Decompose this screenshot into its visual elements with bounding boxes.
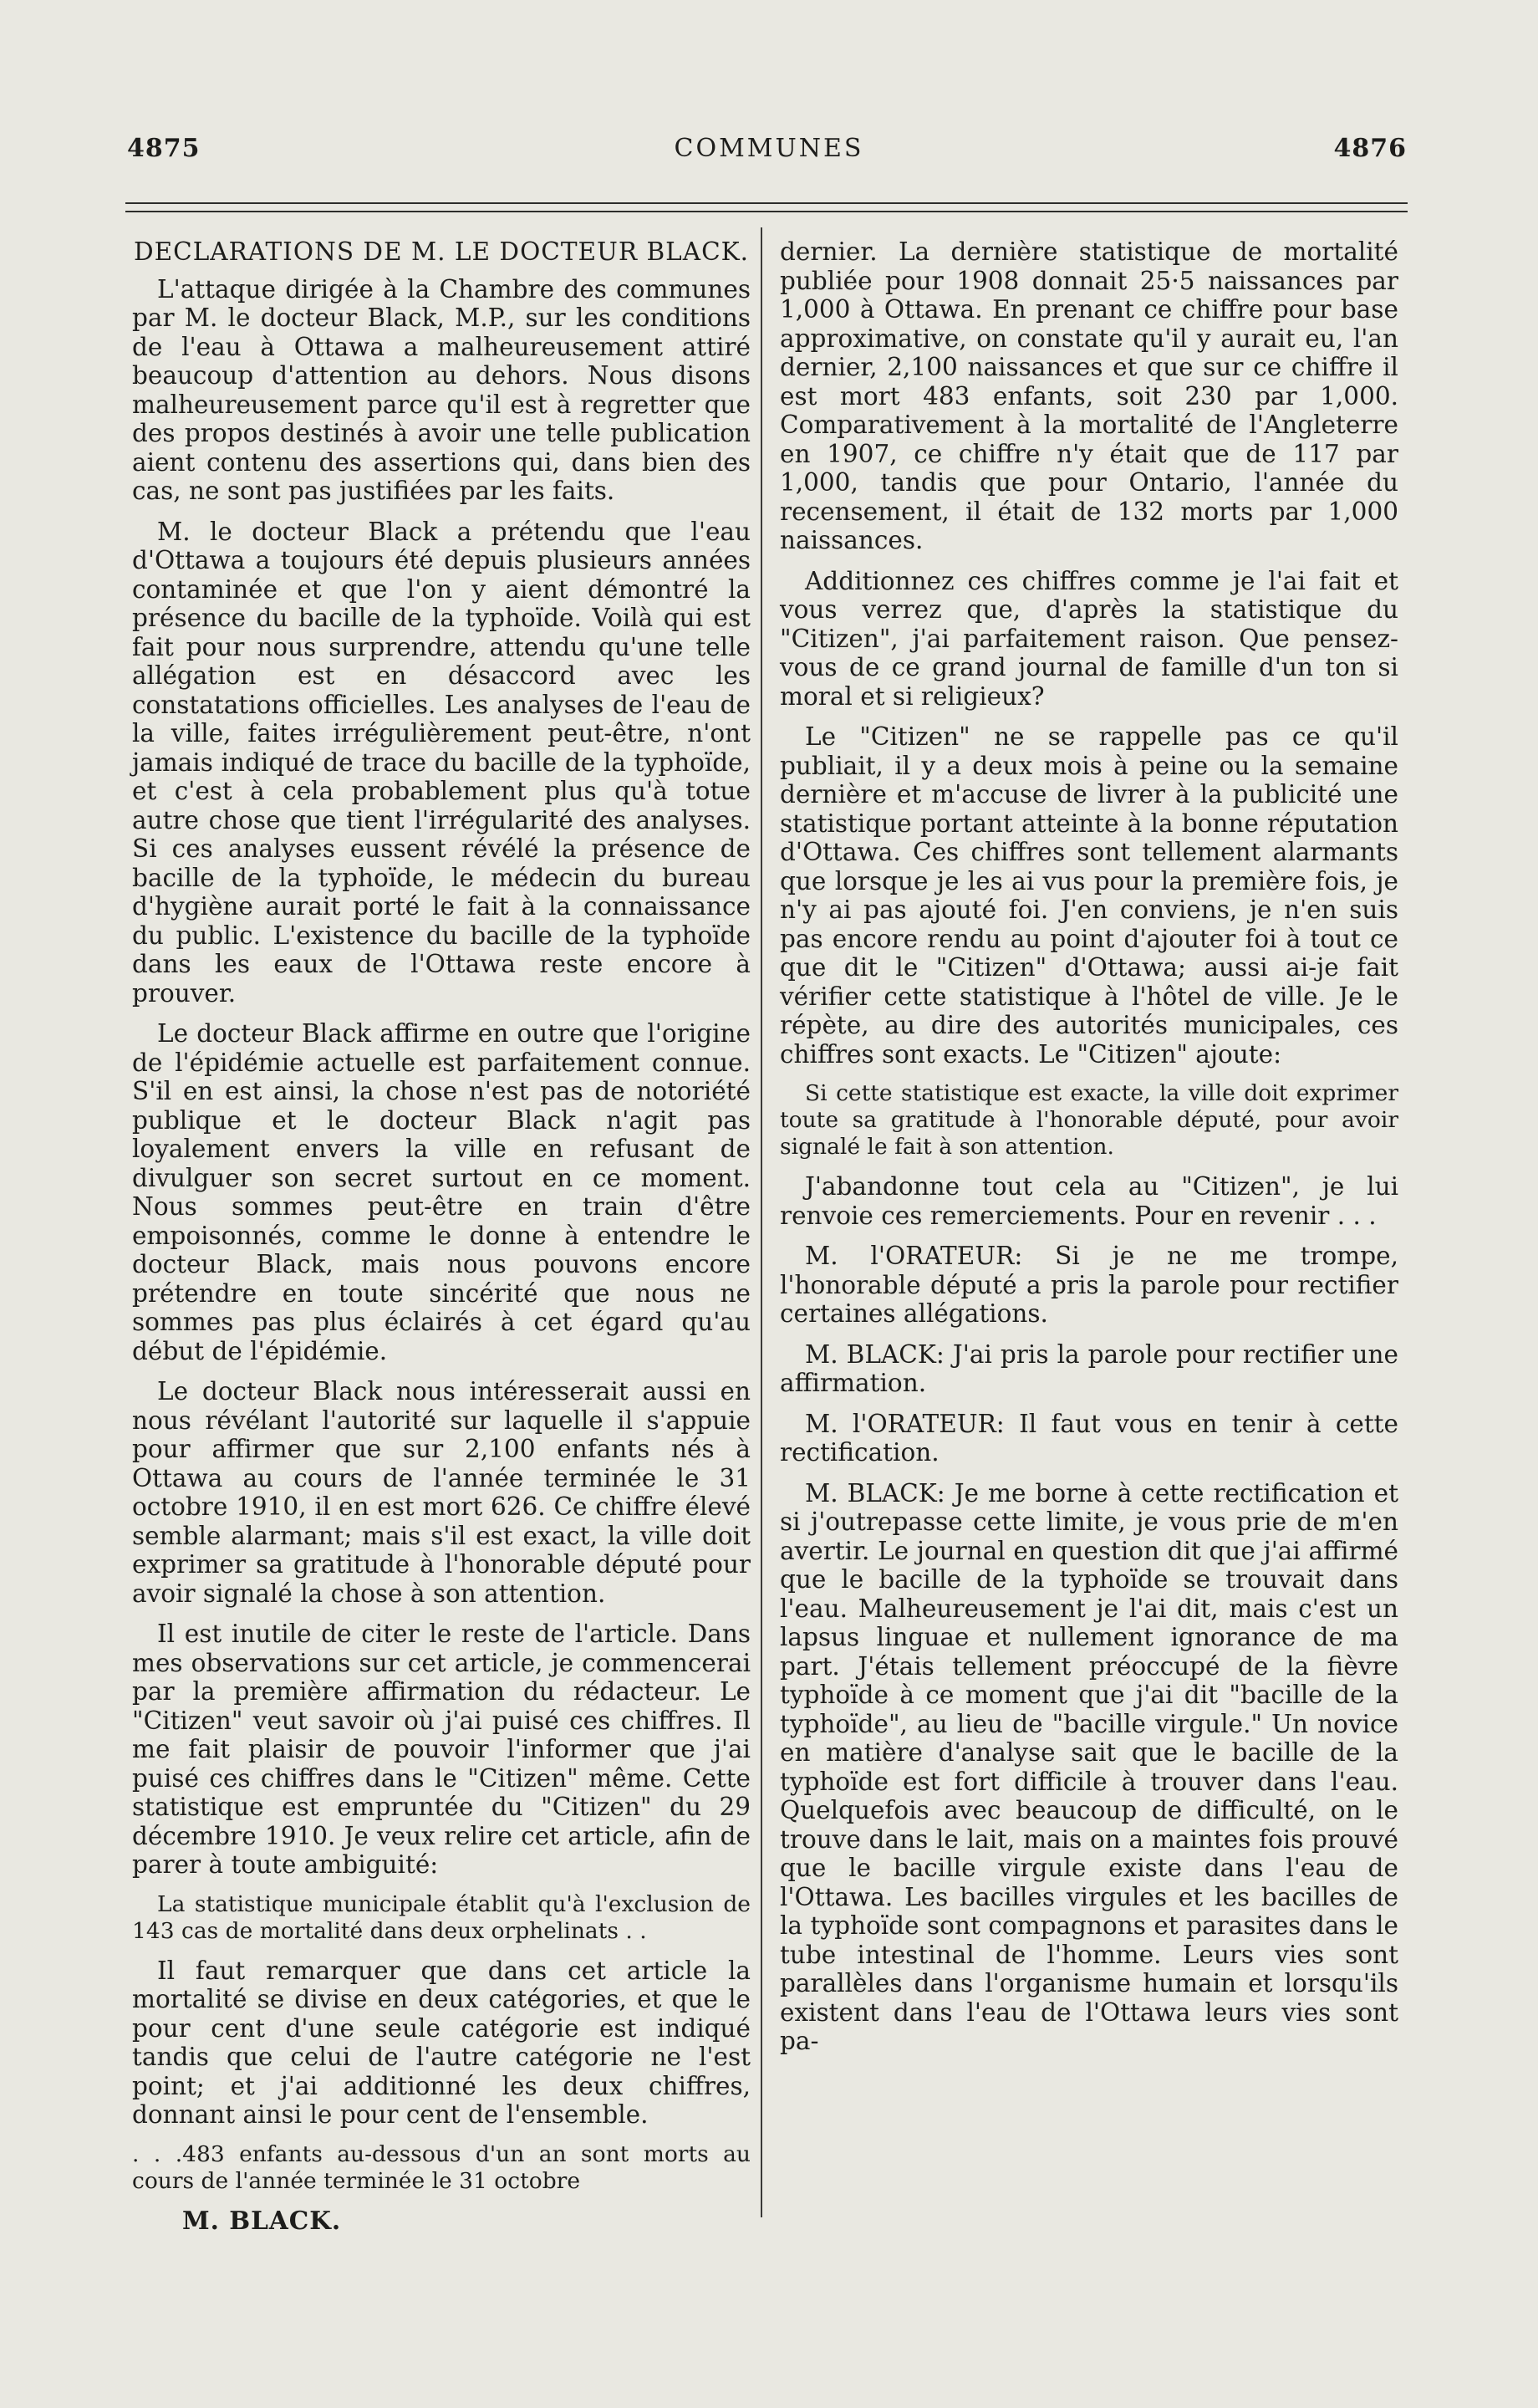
page-number-right: 4876: [1333, 134, 1407, 163]
page-number-left: 4875: [127, 134, 201, 163]
paragraph: Il est inutile de citer le reste de l'article. Dans mes observations sur cet article, je commencerai par la première affirmation du rédacteur. Le "Citizen" veut savoir où j'ai puisé ces chiffres. Il me fait plaisir de pouvoir l'informer que j'ai puisé ces chiffres dans le "Citizen" même. Cette statistique est empruntée du "Citizen" du 29 décembre 1910. Je veux relire cet article, afin de parer à toute ambiguité:: [132, 1620, 751, 1879]
speaker-paragraph: M. l'ORATEUR: Il faut vous en tenir à cette rectification.: [780, 1409, 1398, 1467]
paragraph: Le docteur Black nous intéresserait aussi en nous révélant l'autorité sur laquelle il s'appuie pour affirmer que sur 2,100 enfants nés à Ottawa au cours de l'année terminée le 31 octobre 1910, il en est mort 626. Ce chiffre élevé semble alarmant; mais s'il est exact, la ville doit exprimer sa gratitude à l'honorable député pour avoir signalé la chose à son attention.: [132, 1377, 751, 1608]
paragraph: L'attaque dirigée à la Chambre des communes par M. le docteur Black, M.P., sur les conditions de l'eau à Ottawa a malheureusement attiré beaucoup d'attention au dehors. Nous disons malheureusement parce qu'il est à regretter que des propos destinés à avoir une telle publication aient contenu des assertions qui, dans bien des cas, ne sont pas justifiées par les faits.: [132, 274, 751, 505]
paragraph: J'abandonne tout cela au "Citizen", je lui renvoie ces remerciements. Pour en revenir . . .: [780, 1172, 1398, 1230]
paragraph: Additionnez ces chiffres comme je l'ai fait et vous verrez que, d'après la statistique du "Citizen", j'ai parfaitement raison. Que pensez-vous de ce grand journal de famille d'un ton si moral et si religieux?: [780, 566, 1398, 711]
speaker-signature: M. BLACK.: [182, 2205, 342, 2235]
right-column: [780, 237, 1398, 2068]
paragraph: Le docteur Black affirme en outre que l'origine de l'épidémie actuelle est parfaitement connue. S'il en est ainsi, la chose n'est pas de notoriété publique et le docteur Black n'agit pas loyalement envers la ville en refusant de divulguer son secret surtout en ce moment. Nous sommes peut-être en train d'être empoisonnés, comme le donne à entendre le docteur Black, mais nous pouvons encore prétendre en toute sincérité que nous ne sommes pas plus éclairés à cet égard qu'au début de l'épidémie.: [132, 1019, 751, 1365]
article-heading: DECLARATIONS DE M. LE DOCTEUR BLACK.: [133, 237, 750, 266]
running-title: COMMUNES: [674, 134, 864, 163]
paragraph: M. le docteur Black a prétendu que l'eau d'Ottawa a toujours été depuis plusieurs années contaminée et que l'on y aient démontré la présence du bacille de la typhoïde. Voilà qui est fait pour nous surprendre, attendu qu'une telle allégation est en désaccord avec les constatations officielles. Les analyses de l'eau de la ville, faites irrégulièrement peut-être, n'ont jamais indiqué de trace du bacille de la typhoïde, et c'est à cela probablement plus qu'à totue autre chose que tient l'irrégularité des analyses. Si ces analyses eussent révélé la présence de bacille de la typhoïde, le médecin du bureau d'hygiène aurait porté le fait à la connaissance du public. L'existence du bacille de la typhoïde dans les eaux de l'Ottawa reste encore à prouver.: [132, 517, 751, 1008]
speaker-paragraph: M. l'ORATEUR: Si je ne me trompe, l'honorable député a pris la parole pour rectifier certaines allégations.: [780, 1242, 1398, 1328]
speaker-paragraph: M. BLACK: Je me borne à cette rectification et si j'outrepasse cette limite, je vous prie de m'en avertir. Le journal en question dit que j'ai affirmé que le bacille de la typhoïde se trouvait dans l'eau. Malheureusement je l'ai dit, mais c'est un lapsus linguae et nullement ignorance de ma part. J'étais tellement préoccupé de la fièvre typhoïde à ce moment que j'ai dit "bacille de la typhoïde", au lieu de "bacille virgule." Un novice en matière d'analyse sait que le bacille de la typhoïde est fort difficile à trouver dans l'eau. Quelquefois avec beaucoup de difficulté, on le trouve dans le lait, mais on a maintes fois prouvé que le bacille virgule existe dans l'eau de l'Ottawa. Les bacilles virgules et les bacilles de la typhoïde sont compagnons et parasites dans le tube intestinal de l'homme. Leurs vies sont parallèles dans l'organisme humain et lorsqu'ils existent dans l'eau de l'Ottawa leurs vies sont pa-: [780, 1478, 1398, 2055]
left-column: [132, 237, 751, 2235]
quotation: . . .483 enfants au-dessous d'un an sont morts au cours de l'année terminée le 31 octobre: [132, 2140, 751, 2194]
paragraph: Il faut remarquer que dans cet article la mortalité se divise en deux catégories, et que le pour cent d'une seule catégorie est indiqué tandis que celui de l'autre catégorie ne l'est point; et j'ai additionné les deux chiffres, donnant ainsi le pour cent de l'ensemble.: [132, 1956, 751, 2129]
paragraph: dernier. La dernière statistique de mortalité publiée pour 1908 donnait 25·5 naissances par 1,000 à Ottawa. En prenant ce chiffre pour base approximative, on constate qu'il y aurait eu, l'an dernier, 2,100 naissances et que sur ce chiffre il est mort 483 enfants, soit 230 par 1,000. Comparativement à la mortalité de l'Angleterre en 1907, ce chiffre n'y était que de 117 par 1,000, tandis que pour Ontario, l'année du recensement, il était de 132 morts par 1,000 naissances.: [780, 237, 1398, 554]
header-rule-bottom: [125, 211, 1408, 212]
paragraph: Le "Citizen" ne se rappelle pas ce qu'il publiait, il y a deux mois à peine ou la semaine dernière et m'accuse de livrer à la publicité une statistique portant atteinte à la bonne réputation d'Ottawa. Ces chiffres sont tellement alarmants que lorsque je les ai vus pour la première fois, je n'y ai pas ajouté foi. J'en conviens, je n'en suis pas encore rendu au point d'ajouter foi à tout ce que dit le "Citizen" d'Ottawa; aussi ai-je fait vérifier cette statistique à l'hôtel de ville. Je le répète, au dire des autorités municipales, ces chiffres sont exacts. Le "Citizen" ajoute:: [780, 722, 1398, 1069]
column-divider: [761, 227, 762, 2217]
quotation: Si cette statistique est exacte, la ville doit exprimer toute sa gratitude à l'honorable député, pour avoir signalé le fait à son attention.: [780, 1080, 1398, 1160]
header-rule-top: [125, 202, 1408, 204]
speaker-paragraph: M. BLACK: J'ai pris la parole pour rectifier une affirmation.: [780, 1339, 1398, 1397]
quotation: La statistique municipale établit qu'à l'exclusion de 143 cas de mortalité dans deux orphelinats . .: [132, 1890, 751, 1944]
